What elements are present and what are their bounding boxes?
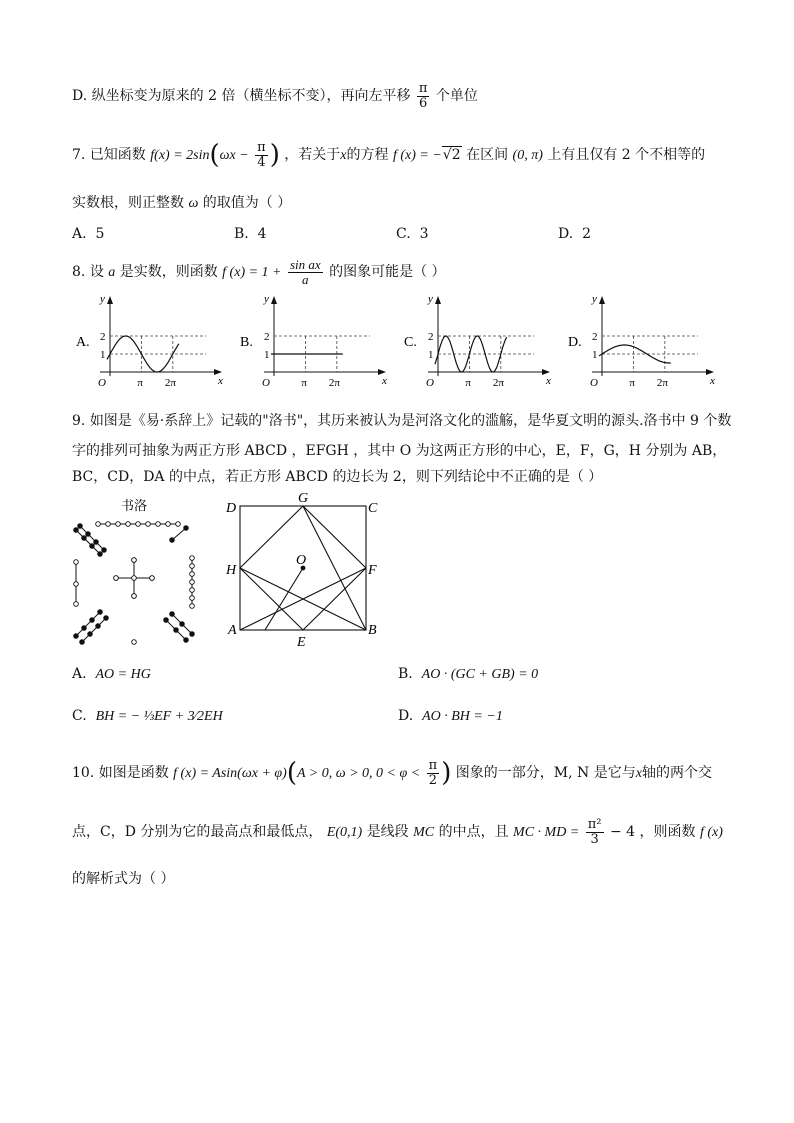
tick-label-2: 2 — [592, 331, 598, 343]
black-dot — [74, 634, 79, 639]
q10-dot-expr: MC · MD = — [513, 825, 580, 841]
white-dot — [146, 522, 151, 527]
white-dot — [126, 522, 131, 527]
axis-label-y: y — [428, 293, 433, 305]
origin-label: O — [262, 377, 270, 389]
q6-option-d-label: D. — [72, 88, 88, 105]
y-axis-arrow — [271, 296, 277, 304]
black-dot — [90, 544, 95, 549]
q9-option-c[interactable] — [72, 708, 223, 725]
q9-option-c-text: BH = − ⅓EF + 3⁄2EH — [95, 709, 223, 724]
q7-interval: (0, π) — [512, 148, 543, 163]
q9-option-b[interactable] — [398, 666, 538, 683]
q10-minus4: − 4 — [609, 824, 636, 841]
black-dot — [102, 548, 107, 553]
q8-t2: 是实数，则函数 — [119, 264, 218, 281]
tick-label-2pi: 2π — [164, 377, 176, 389]
dot-link — [172, 528, 186, 540]
axis-label-y: y — [592, 293, 597, 305]
black-dot — [170, 538, 175, 543]
q9-line2: 字的排列可抽象为两正方形 ABCD ，EFGH ，其中 O 为这两正方形的中心，E，F，G，H 分别为 AB， — [72, 443, 727, 459]
axis-label-x: x — [382, 375, 387, 387]
white-dot — [190, 564, 195, 569]
black-dot — [80, 640, 85, 645]
q9-option-a[interactable] — [72, 666, 151, 683]
tick-label-2: 2 — [428, 331, 434, 343]
q9-stem-line3 — [72, 466, 602, 486]
segment-e-o — [265, 568, 303, 630]
y-axis-arrow — [599, 296, 605, 304]
axis-label-y: y — [100, 293, 105, 305]
q9-option-a-label: A. — [72, 666, 87, 682]
q10-eq: f (x) = Asin(ωx + φ) — [173, 766, 287, 781]
q9-option-b-text: AO · (GC + GB) = 0 — [421, 667, 539, 682]
white-dot — [150, 576, 155, 581]
q7-option-c-label: C. — [396, 226, 411, 242]
q10-fraction2 — [586, 818, 604, 846]
white-dot — [176, 522, 181, 527]
q8-graph-label: D. — [568, 335, 582, 350]
q7-fraction — [255, 141, 268, 169]
white-dot — [132, 640, 137, 645]
q10-frac-den: 2 — [428, 772, 438, 788]
q8-graph-a — [76, 293, 223, 389]
q8-graph-d — [568, 293, 715, 389]
white-dot — [190, 604, 195, 609]
q7-frac-num: π — [257, 139, 266, 155]
q8-fraction — [288, 258, 323, 286]
q9-number: 9. — [72, 413, 86, 429]
axis-label-x: x — [218, 375, 223, 387]
q10-e-point: E(0,1) — [326, 825, 363, 841]
white-dot — [132, 576, 137, 581]
white-dot — [136, 522, 141, 527]
q9-stem-line2 — [72, 440, 726, 460]
black-dot — [88, 632, 93, 637]
tick-label-pi: π — [629, 377, 635, 389]
q7-option-b[interactable] — [234, 226, 267, 242]
y-axis-arrow — [107, 296, 113, 304]
q8-eq: f (x) = 1 + — [222, 265, 282, 281]
black-dot — [90, 618, 95, 623]
tick-label-2: 2 — [264, 331, 270, 343]
q9-option-d-text: AO · BH = −1 — [422, 709, 503, 724]
white-dot — [190, 556, 195, 561]
q7-t5: 上有且仅有 2 个不相等的 — [547, 147, 706, 163]
tick-label-pi: π — [137, 377, 143, 389]
q7-option-a-value: 5 — [95, 226, 105, 242]
label-a: A — [228, 623, 237, 638]
q8-t3: 的图象可能是（ ） — [329, 264, 446, 281]
q7-rparen: ) — [269, 140, 280, 170]
q7-option-a[interactable] — [72, 226, 104, 242]
q8-graphs — [66, 290, 726, 390]
q10-fx-tail: f (x) — [699, 825, 723, 841]
white-dot — [106, 522, 111, 527]
q9-line3: BC，CD，DA 的中点，若正方形 ABCD 的边长为 2，则下列结论中不正确的是（ ） — [72, 469, 603, 485]
black-dot — [94, 540, 99, 545]
q7-x-var: x — [340, 148, 347, 163]
label-h: H — [226, 563, 237, 578]
luoshu-title: 书洛 — [120, 498, 148, 513]
axis-label-x: x — [546, 375, 551, 387]
q7-option-c[interactable] — [396, 226, 429, 242]
black-dot — [184, 526, 189, 531]
black-dot — [98, 610, 103, 615]
white-dot — [190, 572, 195, 577]
tick-label-1: 1 — [100, 349, 106, 361]
tick-label-1: 1 — [592, 349, 598, 361]
q8-graph-b — [240, 293, 387, 389]
label-d: D — [226, 501, 237, 516]
q8-graph-c — [404, 293, 551, 389]
q9-option-c-label: C. — [72, 708, 87, 724]
q10-line3: 的解析式为（ ） — [72, 871, 175, 887]
q8-stem — [72, 258, 446, 286]
black-dot — [86, 532, 91, 537]
q7-frac-den: 4 — [257, 154, 266, 170]
tick-label-pi: π — [301, 377, 307, 389]
q10-line2-b: 是线段 — [366, 824, 409, 841]
q8-graph-label: A. — [76, 335, 90, 350]
q6-option-d-text-a: 纵坐标变为原来的 2 倍（横坐标不变），再向左平移 — [91, 88, 411, 105]
q7-stem-line1 — [72, 140, 705, 170]
label-b: B — [368, 623, 377, 638]
black-dot — [190, 632, 195, 637]
q6-option-d — [72, 82, 478, 110]
q8-frac-num: sin ax — [289, 257, 321, 272]
white-dot — [116, 522, 121, 527]
q8-t1: 设 — [89, 264, 104, 281]
white-dot — [166, 522, 171, 527]
q7-lparen: ( — [209, 140, 220, 170]
q10-frac-num: π — [428, 757, 438, 773]
black-dot — [82, 536, 87, 541]
q7-fx: f — [150, 148, 155, 163]
square-figure — [222, 490, 392, 650]
tick-label-pi: π — [465, 377, 471, 389]
axis-label-y: y — [264, 293, 269, 305]
q8-graph-label: C. — [404, 335, 417, 350]
segment-gb — [303, 506, 366, 630]
white-dot — [156, 522, 161, 527]
q9-line1: 如图是《易·系辞上》记载的"洛书"，其历来被认为是河洛文化的滥觞，是华夏文明的源头.洛书中 9 个数 — [89, 413, 732, 429]
q7-t7: 的取值为（ ） — [202, 195, 292, 211]
q10-stem-line3 — [72, 868, 174, 888]
q7-omega: ω — [188, 196, 199, 211]
q8-frac-den: a — [302, 271, 309, 287]
luoshu-figure — [66, 496, 212, 646]
q10-frac2-den: 3 — [590, 831, 599, 847]
q10-t2: 图象的一部分，M, N 是它与 — [455, 765, 636, 781]
q9-option-d-label: D. — [398, 708, 414, 724]
white-dot — [132, 594, 137, 599]
black-dot — [78, 524, 83, 529]
origin-label: O — [426, 377, 434, 389]
q7-option-b-value: 4 — [257, 226, 267, 242]
q7-option-b-label: B. — [234, 226, 249, 242]
tick-label-2: 2 — [100, 331, 106, 343]
q6-frac-den: 6 — [419, 95, 428, 111]
q7-t1: 已知函数 — [89, 147, 146, 163]
q7-eq-lhs: (x) = 2sin — [154, 148, 210, 163]
q10-fraction — [427, 759, 440, 787]
black-dot — [104, 616, 109, 621]
label-o: O — [296, 553, 307, 568]
q7-option-d[interactable] — [558, 226, 591, 242]
origin-label: O — [590, 377, 598, 389]
q10-frac2-num: π² — [587, 817, 602, 832]
q7-number: 7. — [72, 147, 86, 163]
q9-stem-line1 — [72, 410, 731, 430]
q7-option-d-label: D. — [558, 226, 574, 242]
q10-lparen: ( — [286, 758, 297, 788]
black-dot — [74, 528, 79, 533]
q10-line2-d: ，则函数 — [639, 824, 696, 841]
tick-label-2pi: 2π — [492, 377, 504, 389]
label-g: G — [298, 491, 309, 506]
q10-line2-c: 的中点，且 — [438, 824, 509, 841]
label-c: C — [368, 501, 378, 516]
q9-option-b-label: B. — [398, 666, 413, 682]
q8-a-var: a — [108, 265, 116, 281]
q7-sqrt2: √2 — [442, 147, 461, 163]
origin-label: O — [98, 377, 106, 389]
q9-option-d[interactable] — [398, 708, 503, 725]
y-axis-arrow — [435, 296, 441, 304]
black-dot — [180, 622, 185, 627]
white-dot — [96, 522, 101, 527]
tick-label-1: 1 — [264, 349, 270, 361]
white-dot — [190, 580, 195, 585]
white-dot — [190, 596, 195, 601]
q9-option-a-text: AO = HG — [95, 667, 151, 682]
q10-t3: 轴的两个交 — [641, 765, 712, 781]
black-dot — [170, 612, 175, 617]
q10-number: 10. — [72, 765, 95, 781]
tick-label-1: 1 — [428, 349, 434, 361]
q8-graph-label: B. — [240, 335, 253, 350]
q7-option-c-value: 3 — [419, 226, 429, 242]
q7-t6: 实数根，则正整数 — [72, 195, 184, 211]
axis-label-x: x — [710, 375, 715, 387]
black-dot — [96, 624, 101, 629]
white-dot — [74, 560, 79, 565]
q10-cond: A > 0, ω > 0, 0 < φ < — [296, 766, 421, 781]
q10-stem-line1 — [72, 758, 712, 788]
q7-t2: ，若关于 — [284, 147, 341, 163]
q10-stem-line2 — [72, 818, 723, 846]
white-dot — [74, 602, 79, 607]
q7-t3: 的方程 — [346, 147, 389, 163]
q7-omega-x: ωx − — [219, 148, 249, 163]
q8-number: 8. — [72, 264, 86, 281]
q7-option-d-value: 2 — [582, 226, 592, 242]
black-dot — [82, 626, 87, 631]
tick-label-2pi: 2π — [656, 377, 668, 389]
white-dot — [190, 588, 195, 593]
white-dot — [114, 576, 119, 581]
white-dot — [132, 558, 137, 563]
q6-option-d-text-b: 个单位 — [435, 88, 478, 105]
label-e: E — [297, 635, 306, 650]
q10-mc: MC — [413, 825, 435, 841]
q10-t1: 如图是函数 — [98, 765, 169, 781]
black-dot — [98, 552, 103, 557]
white-dot — [74, 582, 79, 587]
q7-option-a-label: A. — [72, 226, 87, 242]
label-f: F — [368, 563, 377, 578]
black-dot — [184, 638, 189, 643]
q7-eq2: f (x) = − — [392, 148, 442, 163]
q7-t4: 在区间 — [466, 147, 509, 163]
q6-fraction — [417, 82, 430, 110]
q7-stem-line2 — [72, 192, 291, 212]
black-dot — [164, 618, 169, 623]
tick-label-2pi: 2π — [328, 377, 340, 389]
q10-rparen: ) — [441, 758, 452, 788]
q10-line2-a: 点，C，D 分别为它的最高点和最低点， — [72, 824, 323, 841]
q10-x-var: x — [635, 766, 642, 781]
black-dot — [174, 628, 179, 633]
q6-frac-num: π — [418, 81, 428, 96]
